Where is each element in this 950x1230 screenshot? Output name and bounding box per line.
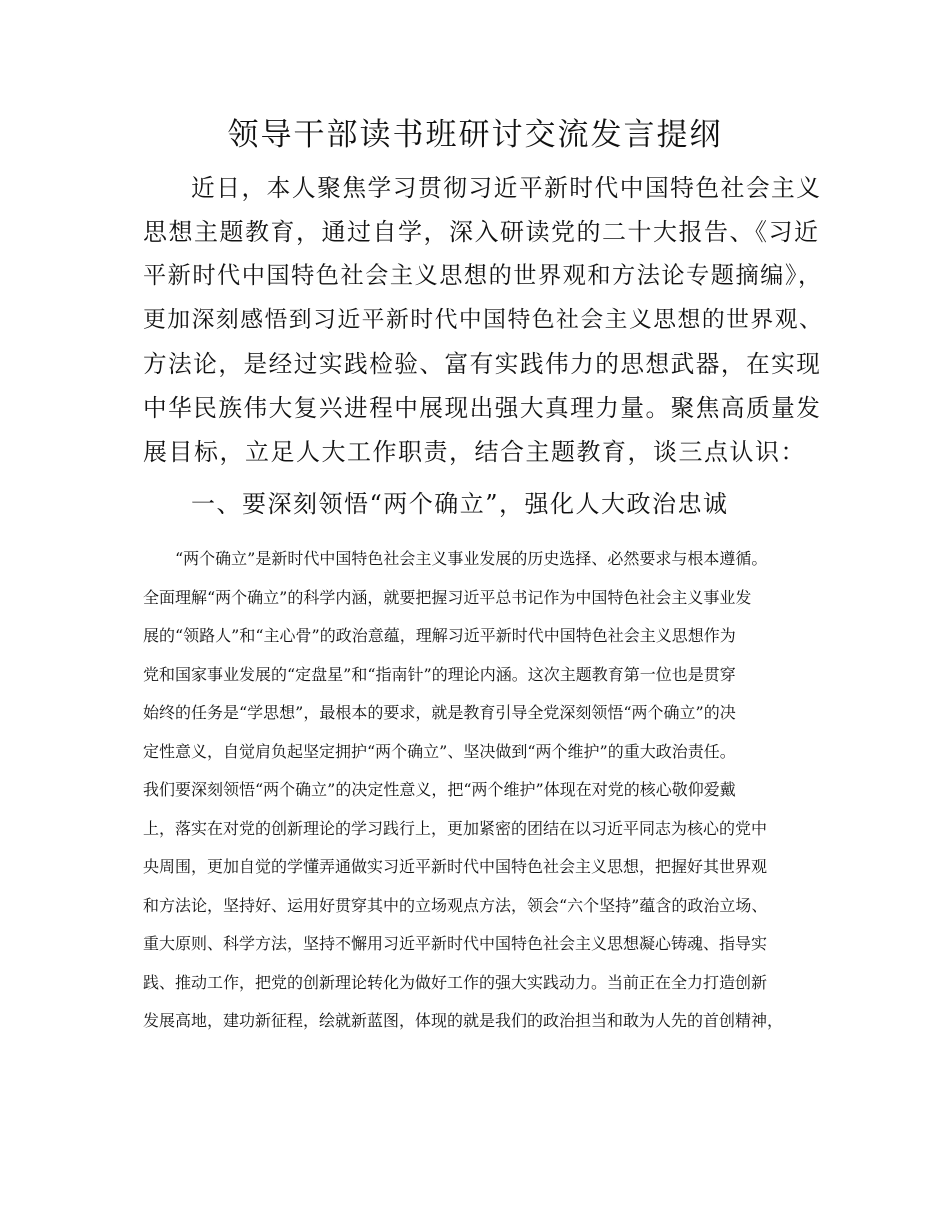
intro-line: 中华民族伟大复兴进程中展现出强大真理力量。聚焦高质量发 <box>143 394 822 422</box>
body-line: 发展高地，建功新征程，绘就新蓝图，体现的就是我们的政治担当和敢为人先的首创精神， <box>143 1011 784 1030</box>
body-line: 党和国家事业发展的“定盘星”和“指南针”的理论内涵。这次主题教育第一位也是贯穿 <box>143 664 736 684</box>
body-line: 上，落实在对党的创新理论的学习践行上，更加紧密的团结在以习近平同志为核心的党中 <box>143 818 768 838</box>
body-line: 全面理解“两个确立”的科学内涵，就要把握习近平总书记作为中国特色社会主义事业发 <box>143 587 752 607</box>
body-line: 始终的任务是“学思想”，最根本的要求，就是教育引导全党深刻领悟“两个确立”的决 <box>143 703 736 722</box>
document-title: 领导干部读书班研讨交流发言提纲 <box>227 117 723 153</box>
body-line: 重大原则、科学方法，坚持不懈用习近平新时代中国特色社会主义思想凝心铸魂、指导实 <box>143 934 768 953</box>
intro-line: 平新时代中国特色社会主义思想的世界观和方法论专题摘编》， <box>143 262 823 289</box>
intro-line: 思想主题教育，通过自学，深入研读党的二十大报告、《习近 <box>143 218 820 246</box>
body-line: 展的“领路人”和“主心骨”的政治意蕴，理解习近平新时代中国特色社会主义思想作为 <box>143 626 736 645</box>
intro-line: 近日，本人聚焦学习贯彻习近平新时代中国特色社会主义 <box>191 174 822 202</box>
body-line: 央周围，更加自觉的学懂弄通做实习近平新时代中国特色社会主义思想，把握好其世界观 <box>143 857 768 876</box>
intro-line: 方法论，是经过实践检验、富有实践伟力的思想武器，在实现 <box>143 350 822 378</box>
body-paragraph <box>143 540 827 1041</box>
body-line: 和方法论，坚持好、运用好贯穿其中的立场观点方法，领会“六个坚持”蕴含的政治立场、 <box>143 895 768 915</box>
body-line: 践、推动工作，把党的创新理论转化为做好工作的强大实践动力。当前正在全力打造创新 <box>143 972 768 992</box>
intro-line: 展目标，立足人大工作职责，结合主题教育，谈三点认识： <box>143 438 806 466</box>
body-line: “两个确立”是新时代中国特色社会主义事业发展的历史选择、必然要求与根本遵循。 <box>175 549 768 568</box>
intro-paragraph <box>143 166 825 474</box>
body-line: 我们要深刻领悟“两个确立”的决定性意义，把“两个维护”体现在对党的核心敬仰爱戴 <box>143 780 736 799</box>
intro-line: 更加深刻感悟到习近平新时代中国特色社会主义思想的世界观、 <box>143 307 824 333</box>
body-line: 定性意义，自觉肩负起坚定拥护“两个确立”、坚决做到“两个维护”的重大政治责任。 <box>143 741 736 761</box>
section-heading: 一、要深刻领悟“两个确立”，强化人大政治忠诚 <box>191 490 729 518</box>
